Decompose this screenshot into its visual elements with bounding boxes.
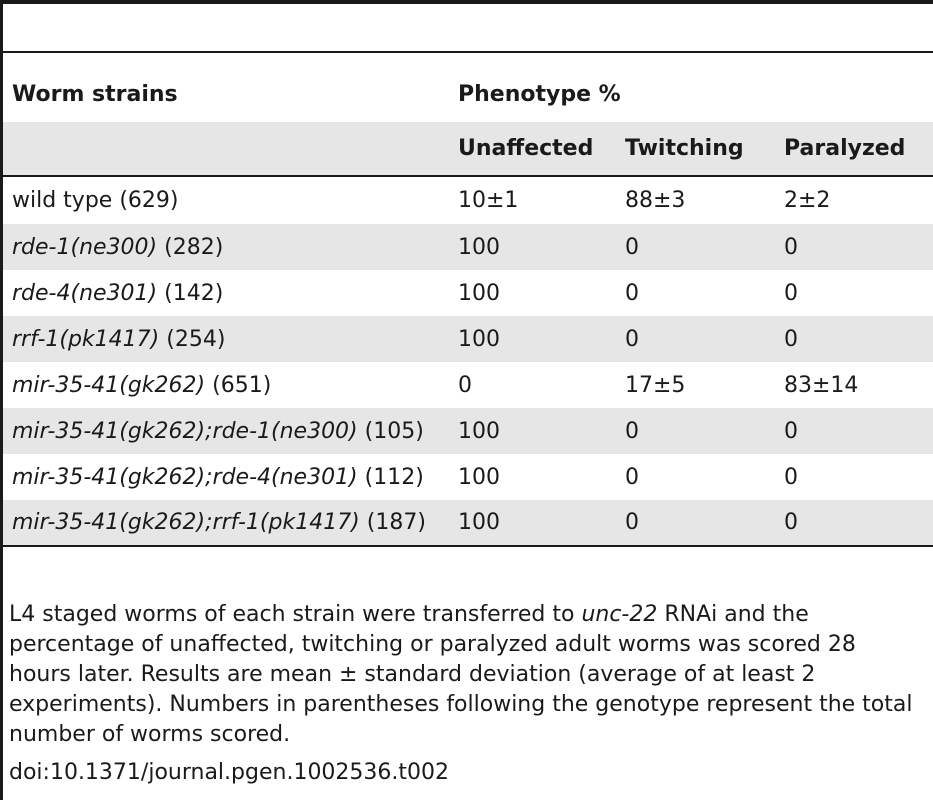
unaffected-cell: 0 [458,372,472,398]
strain-cell [3,454,449,500]
unaffected-cell: 100 [458,280,500,306]
top-rule [0,0,933,4]
unaffected-cell: 100 [458,418,500,444]
strain-name: mir-35-41(gk262);rrf-1(pk1417) [12,510,360,535]
footnote-text-start: L4 staged worms of each strain were transferred to [9,602,582,627]
strain-name: wild type [12,188,113,213]
paralyzed-cell: 2±2 [784,188,831,213]
strain-count: (629) [119,188,179,213]
strain-count: (254) [166,326,226,352]
twitching-cell: 0 [625,326,639,352]
doi-line: doi:10.1371/journal.pgen.1002536.t002 [9,760,450,785]
twitching-cell: 0 [625,418,639,444]
unaffected-cell: 100 [458,326,500,352]
table-row [3,176,933,224]
header-row-group [3,66,933,122]
table-row [3,408,933,454]
strain-count: (187) [366,510,426,535]
strain-count: (142) [164,280,224,306]
strain-name: rde-4(ne301) [12,280,158,306]
twitching-cell: 0 [625,234,639,260]
twitching-header: Twitching [616,122,775,176]
paralyzed-cell: 83±14 [784,372,859,398]
header-row-columns [3,122,933,176]
strain-cell [3,316,449,362]
table-row [3,316,933,362]
unaffected-cell: 10±1 [458,188,519,213]
unaffected-cell: 100 [458,464,500,490]
strain-cell [3,500,449,546]
twitching-cell: 0 [625,280,639,306]
unaffected-cell: 100 [449,500,616,546]
table-row [3,362,933,408]
worm-strains-header: Worm strains [12,81,178,107]
strain-cell [3,362,449,408]
strain-name: mir-35-41(gk262) [12,372,206,398]
unaffected-header: Unaffected [449,122,616,176]
twitching-cell: 17±5 [625,372,686,398]
strain-cell [3,408,449,454]
table-row [3,454,933,500]
paralyzed-cell: 0 [784,326,798,352]
table-row [3,500,933,546]
strain-count: (112) [364,464,424,490]
table-row [3,224,933,270]
unaffected-cell: 100 [458,234,500,260]
paralyzed-cell: 0 [784,234,798,260]
strain-name: mir-35-41(gk262);rde-4(ne301) [12,464,358,490]
table-body [3,176,933,546]
strain-count: (282) [164,234,224,260]
strain-count: (651) [212,372,272,398]
twitching-cell: 0 [616,500,775,546]
paralyzed-cell: 0 [784,280,798,306]
twitching-cell: 88±3 [625,188,686,213]
footnote-gene: unc-22 [581,602,658,627]
results-table [3,66,933,547]
header-spacer [3,122,449,176]
paralyzed-cell: 0 [784,418,798,444]
paralyzed-header: Paralyzed [775,122,933,176]
strain-name: rde-1(ne300) [12,234,158,260]
footnote-text-end: RNAi and the percentage of unaffected, twitching or paralyzed adult worms was scored 28 hours later. Results are mean ± standard deviation (average of at least 2 experiments). Numbers in parentheses following the genotype represent the total number of worms scored. [9,602,913,747]
twitching-cell: 0 [625,464,639,490]
paralyzed-cell: 0 [784,464,798,490]
header-rule [3,51,933,53]
phenotype-header: Phenotype % [458,81,621,107]
table-footnote [9,600,924,750]
strain-cell [3,224,449,270]
strain-cell [3,270,449,316]
strain-count: (105) [364,418,424,444]
strain-name: mir-35-41(gk262);rde-1(ne300) [12,418,358,444]
strain-name: rrf-1(pk1417) [12,326,160,352]
strain-cell [3,176,449,224]
table-row [3,270,933,316]
paralyzed-cell: 0 [775,500,933,546]
